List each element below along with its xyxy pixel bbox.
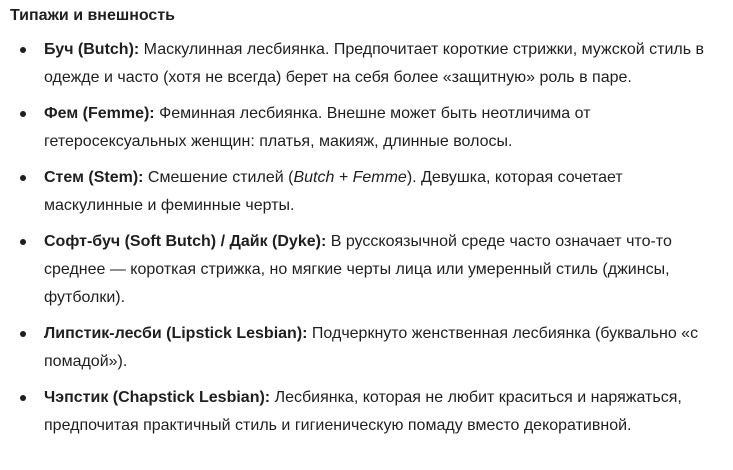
list-item-soft-butch	[0, 228, 733, 312]
list-item-femme	[0, 100, 733, 156]
term-label: Стем (Stem):	[44, 169, 144, 186]
list-item-butch	[0, 36, 733, 92]
typology-list	[0, 36, 733, 448]
bullet-icon	[20, 175, 26, 181]
term-label: Фем (Femme):	[44, 105, 155, 122]
section-heading: Типажи и внешность	[10, 7, 175, 24]
bullet-icon	[20, 111, 26, 117]
list-item-chapstick	[0, 384, 733, 440]
term-description-start: Смешение стилей (	[143, 169, 294, 186]
list-item-stem	[0, 164, 733, 220]
term-description: Феминная лесбиянка. Внешне может быть неотличима от гетеросексуальных женщин: платья, макияж, длинные волосы.	[44, 105, 591, 150]
bullet-icon	[20, 331, 26, 337]
term-description: Подчеркнуто женственная лесбиянка (буквально «с помадой»).	[44, 325, 699, 370]
bullet-icon	[20, 395, 26, 401]
term-label: Чэпстик (Chapstick Lesbian):	[44, 389, 271, 406]
term-description: В русскоязычной среде часто означает что-то среднее — короткая стрижка, но мягкие черты лица или умеренный стиль (джинсы, футболки).	[44, 233, 672, 306]
term-label: Буч (Butch):	[44, 41, 140, 58]
term-description-italic: Butch + Femme	[293, 169, 407, 186]
list-item-lipstick	[0, 320, 733, 376]
bullet-icon	[20, 47, 26, 53]
term-label: Софт-буч (Soft Butch) / Дайк (Dyke):	[44, 233, 327, 250]
term-description: Лесбиянка, которая не любит краситься и наряжаться, предпочитая практичный стиль и гигиеническую помаду вместо декоративной.	[44, 389, 682, 434]
term-description: Маскулинная лесбиянка. Предпочитает короткие стрижки, мужской стиль в одежде и часто (хотя не всегда) берет на себя более «защитную» роль в паре.	[44, 41, 705, 86]
bullet-icon	[20, 239, 26, 245]
term-label: Липстик-лесби (Lipstick Lesbian):	[44, 325, 308, 342]
term-description-end: ). Девушка, которая сочетает маскулинные и феминные черты.	[44, 169, 623, 214]
